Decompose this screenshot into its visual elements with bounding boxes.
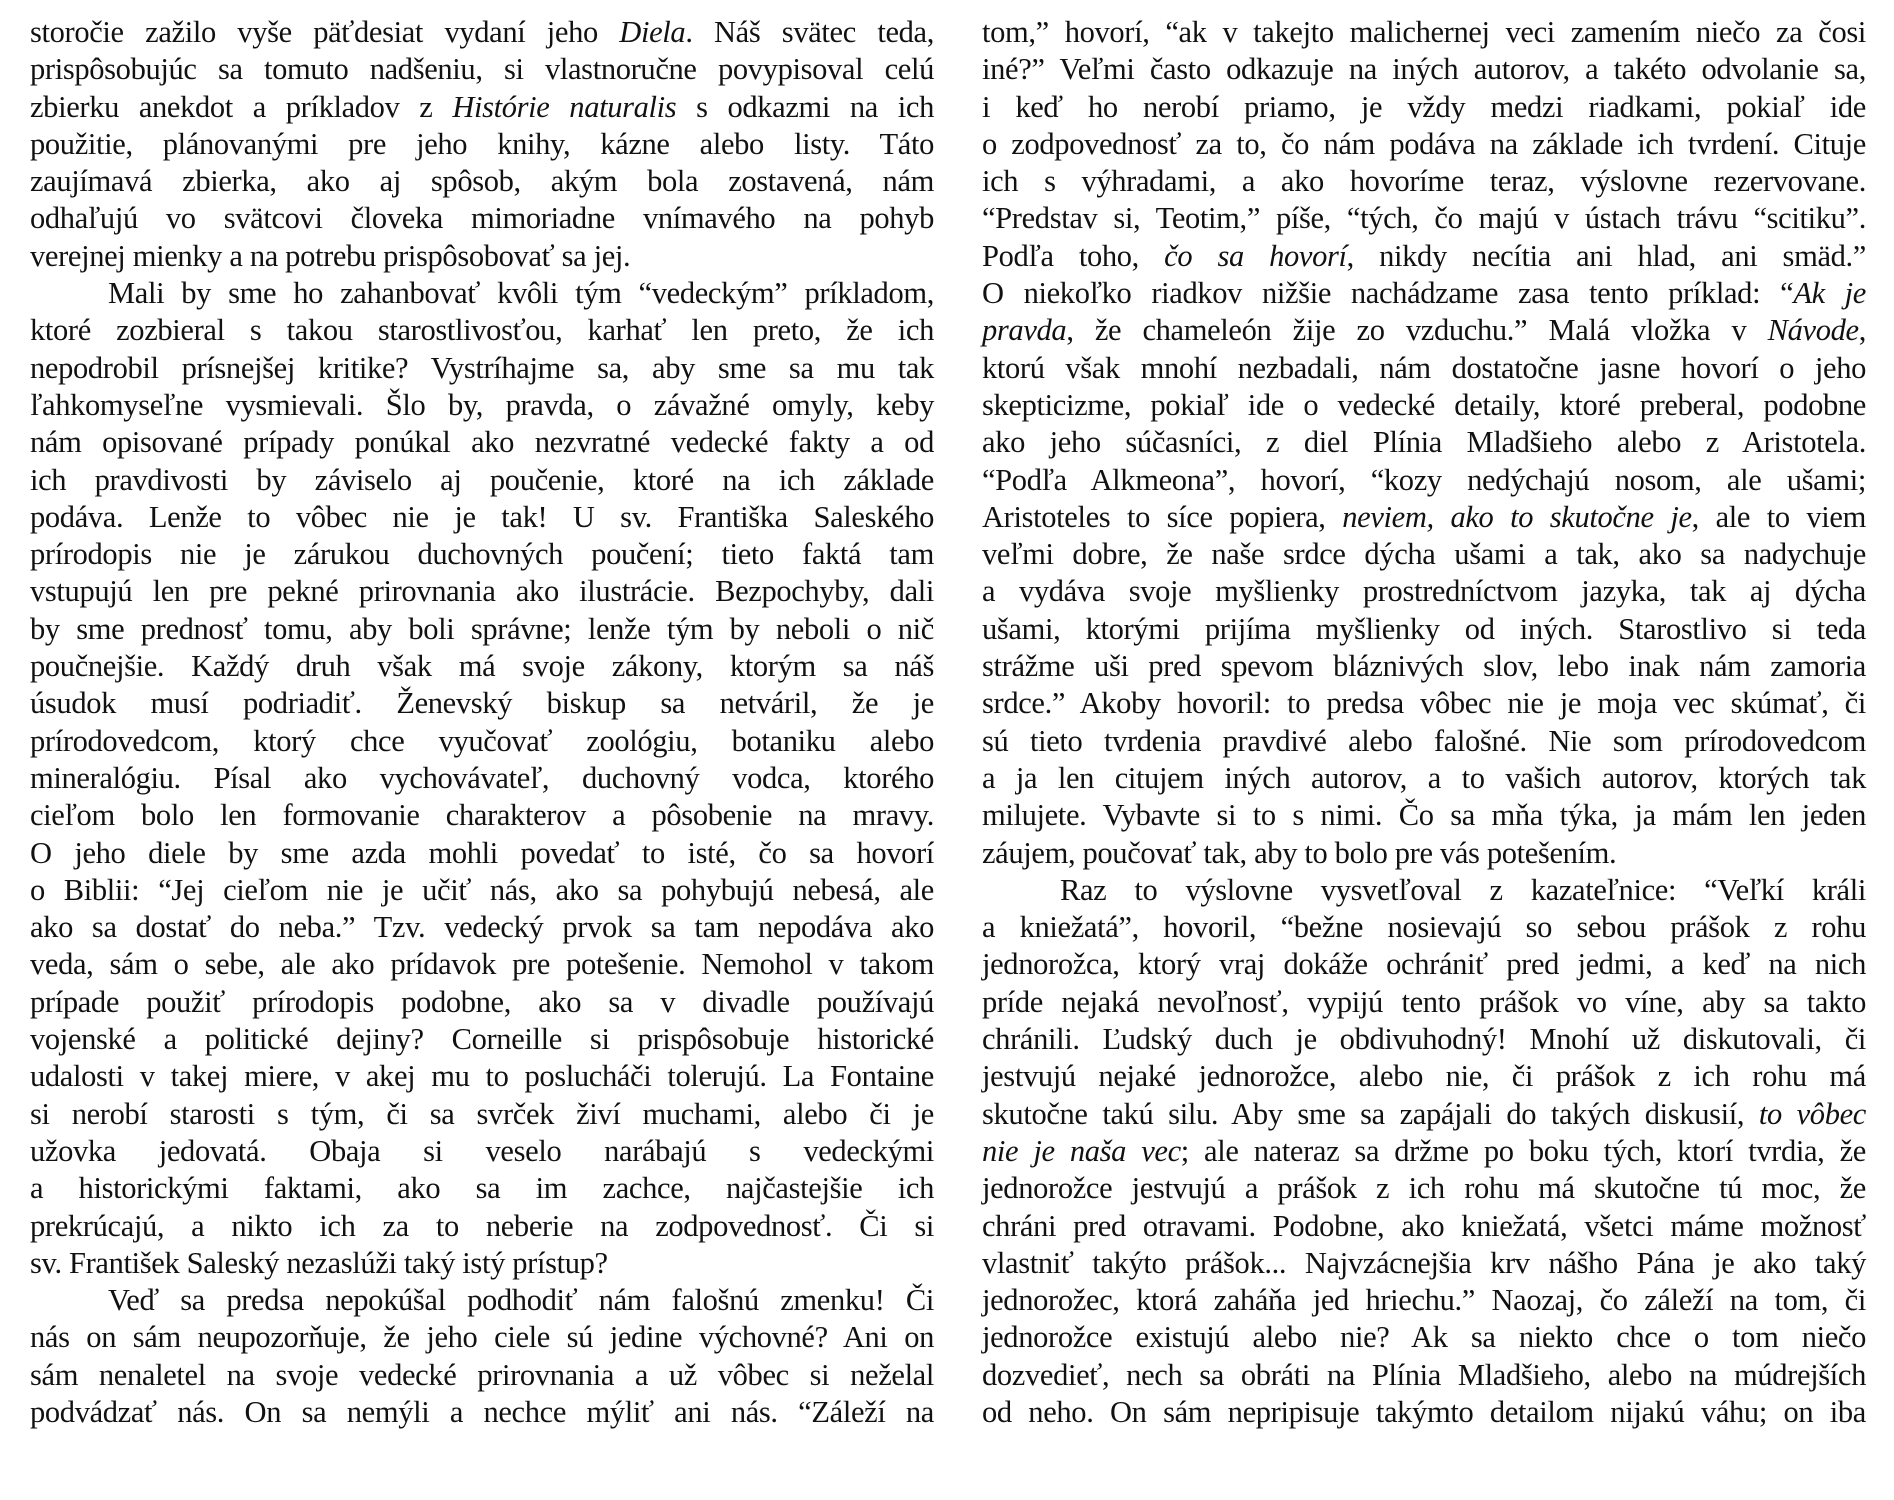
text-segment: si nerobí starosti s tým, či sa svrček živí muchami, alebo či je [30, 1096, 934, 1131]
text-line [30, 1096, 934, 1133]
text-segment: Podľa toho, [982, 238, 1165, 273]
text-line [30, 1245, 934, 1282]
text-line [982, 872, 1866, 909]
text-segment: veda, sám o sebe, ale ako prídavok pre potešenie. Nemohol v takom [30, 947, 934, 982]
text-segment: cieľom bolo len formovanie charakterov a pôsobenie na mravy. [30, 798, 934, 833]
italic-text-segment: pravda [982, 313, 1067, 348]
text-line [982, 685, 1866, 722]
text-segment: ušami, ktorými prijíma myšlienky od iných. Starostlivo si teda [982, 611, 1866, 646]
text-segment: prírodopis nie je zárukou duchovných poučení; tieto faktá tam [30, 537, 934, 572]
text-segment: , [1858, 313, 1866, 348]
text-segment: “Predstav si, Teotim,” píše, “tých, čo majú v ústach trávu “scitiku”. [982, 201, 1866, 236]
text-line [982, 835, 1866, 872]
text-segment: podáva. Lenže to vôbec nie je tak! U sv. Františka Saleského [30, 499, 934, 534]
text-line [30, 573, 934, 610]
italic-text-segment: Histórie naturalis [452, 89, 677, 124]
text-segment: ich pravdivosti by záviselo aj poučenie, ktoré na ich základe [30, 462, 934, 497]
text-segment: a ja len citujem iných autorov, a to vašich autorov, ktorých tak [982, 760, 1866, 795]
text-line [982, 499, 1866, 536]
text-line [982, 1319, 1866, 1356]
text-segment: jestvujú nejaké jednorožce, alebo nie, či prášok z ich rohu má [982, 1059, 1866, 1094]
text-line [982, 424, 1866, 461]
text-segment: ľahkomyseľne vysmievali. Šlo by, pravda, o závažné omyly, keby [30, 387, 934, 422]
text-segment: jednorožec, ktorá zaháňa jed hriechu.” Naozaj, čo záleží na tom, či [982, 1283, 1866, 1318]
italic-text-segment: Diela [619, 15, 686, 49]
text-line [30, 984, 934, 1021]
text-segment: i keď ho nerobí priamo, je vždy medzi riadkami, pokiaľ ide [982, 89, 1866, 124]
text-segment: a historickými faktami, ako sa im zachce, najčastejšie ich [30, 1171, 934, 1206]
left-text-column [30, 14, 934, 1431]
text-segment: ; ale nateraz sa držme po boku tých, ktorí tvrdia, že [1180, 1133, 1866, 1168]
text-segment: O jeho diele by sme azda mohli povedať to isté, čo sa hovorí [30, 835, 934, 870]
text-segment: ako jeho súčasníci, z diel Plínia Mladšieho alebo z Aristotela. [982, 425, 1866, 460]
text-line [982, 462, 1866, 499]
text-line [30, 797, 934, 834]
right-text-column [982, 14, 1866, 1431]
text-segment: nám opisované prípady ponúkal ako nezvratné vedecké fakty a od [30, 425, 934, 460]
text-line [982, 611, 1866, 648]
text-line [30, 499, 934, 536]
italic-text-segment: Návode [1767, 313, 1859, 348]
text-line [982, 387, 1866, 424]
text-line [982, 1282, 1866, 1319]
text-line [982, 1096, 1866, 1133]
text-line [30, 685, 934, 722]
text-line [982, 312, 1866, 349]
text-line [982, 1208, 1866, 1245]
text-segment: storočie zažilo vyše päťdesiat vydaní jeho [30, 15, 620, 49]
text-segment: záujem, poučovať tak, aby to bolo pre vás potešením. [982, 835, 1617, 870]
text-line [982, 51, 1866, 88]
text-line [982, 89, 1866, 126]
text-segment: strážme uši pred spevom bláznivých slov, lebo inak nám zamoria [982, 649, 1866, 684]
text-segment: Raz to výslovne vysvetľoval z kazateľnice: “Veľkí králi [1060, 872, 1866, 907]
text-line [30, 946, 934, 983]
text-segment: Aristoteles to síce popiera, [982, 499, 1343, 534]
text-line [982, 1245, 1866, 1282]
text-line [982, 163, 1866, 200]
text-segment: prípade použiť prírodopis podobne, ako sa v divadle používajú [30, 984, 934, 1019]
text-line [30, 1357, 934, 1394]
text-line [30, 835, 934, 872]
text-line [982, 275, 1866, 312]
text-segment: ktoré zozbieral s takou starostlivosťou, karhať len preto, že ich [30, 313, 934, 348]
text-segment: odhaľujú vo svätcovi človeka mimoriadne vnímavého na pohyb [30, 201, 934, 236]
text-line [982, 573, 1866, 610]
text-line [30, 350, 934, 387]
text-line [982, 200, 1866, 237]
text-segment: jednorožce jestvujú a prášok z ich rohu má skutočne tú moc, že [982, 1171, 1866, 1206]
text-segment: . Náš svätec teda, [685, 15, 934, 49]
text-line [30, 1394, 934, 1431]
text-line [30, 1133, 934, 1170]
text-line [30, 760, 934, 797]
text-line [982, 1133, 1866, 1170]
text-line [982, 1021, 1866, 1058]
text-segment: “Podľa Alkmeona”, hovorí, “kozy nedýchajú nosom, ale ušami; [982, 462, 1866, 497]
text-segment: tom,” hovorí, “ak v takejto malichernej veci zamením niečo za čosi [982, 15, 1866, 49]
text-segment: ich s výhradami, a ako hovoríme teraz, výslovne rezervovane. [982, 164, 1866, 199]
text-line [982, 760, 1866, 797]
text-segment: úsudok musí podriadiť. Ženevský biskup sa netváril, že je [30, 686, 934, 721]
text-line [30, 1319, 934, 1356]
text-segment: nás on sám neupozorňuje, že jeho ciele sú jedine výchovné? Ani on [30, 1320, 934, 1355]
text-segment: O niekoľko riadkov nižšie nachádzame zasa tento príklad: “ [982, 276, 1794, 311]
text-segment: prispôsobujúc sa tomuto nadšeniu, si vlastnoručne povypisoval celú [30, 52, 934, 87]
text-line [30, 909, 934, 946]
text-line [982, 238, 1866, 275]
italic-text-segment: nie je naša vec [982, 1133, 1181, 1168]
text-segment: s odkazmi na ich [676, 89, 934, 124]
text-segment: skutočne takú silu. Aby sme sa zapájali do takých diskusií, [982, 1096, 1759, 1131]
text-segment: , že chameleón žije zo vzduchu.” Malá vložka v [1066, 313, 1768, 348]
text-segment: Mali by sme ho zahanbovať kvôli tým “vedeckým” príkladom, [108, 276, 934, 311]
text-segment: a vydáva svoje myšlienky prostredníctvom jazyka, tak aj dýcha [982, 574, 1866, 609]
text-segment: ako sa dostať do neba.” Tzv. vedecký prvok sa tam nepodáva ako [30, 910, 934, 945]
text-line [982, 536, 1866, 573]
text-segment: zaujímavá zbierka, ako aj spôsob, akým bola zostavená, nám [30, 164, 934, 199]
text-segment: sám nenaletel na svoje vedecké prirovnania a už vôbec si neželal [30, 1357, 934, 1392]
text-line [30, 872, 934, 909]
text-segment: iné?” Veľmi často odkazuje na iných autorov, a takéto odvolanie sa, [982, 52, 1866, 87]
text-line [30, 648, 934, 685]
text-segment: dozvedieť, nech sa obráti na Plínia Mladšieho, alebo na múdrejších [982, 1357, 1866, 1392]
text-line [982, 350, 1866, 387]
text-segment: sú tieto tvrdenia pravdivé alebo falošné. Nie som prírodovedcom [982, 723, 1866, 758]
text-segment: zbierku anekdot a príkladov z [30, 89, 453, 124]
text-line [30, 1170, 934, 1207]
text-segment: prekrúcajú, a nikto ich za to neberie na zodpovednosť. Či si [30, 1208, 934, 1243]
text-segment: chránili. Ľudský duch je obdivuhodný! Mnohí už diskutovali, či [982, 1022, 1866, 1057]
text-segment: skepticizme, pokiaľ ide o vedecké detaily, ktoré preberal, podobne [982, 387, 1866, 422]
text-segment: udalosti v takej miere, v akej mu to poslucháči tolerujú. La Fontaine [30, 1059, 934, 1094]
text-line [30, 14, 934, 51]
text-segment: použitie, plánovanými pre jeho knihy, kázne alebo listy. Táto [30, 126, 934, 161]
text-segment: príde nejaká nevoľnosť, vypijú tento prášok vo víne, aby sa takto [982, 984, 1866, 1019]
text-segment: veľmi dobre, že naše srdce dýcha ušami a tak, ako sa nadychuje [982, 537, 1866, 572]
text-segment: mineralógiu. Písal ako vychovávateľ, duchovný vodca, ktorého [30, 760, 934, 795]
text-segment: vlastniť takýto prášok... Najvzácnejšia krv nášho Pána je ako taký [982, 1245, 1866, 1280]
text-segment: jednorožce existujú alebo nie? Ak sa niekto chce o tom niečo [982, 1320, 1866, 1355]
text-line [30, 723, 934, 760]
text-line [982, 1357, 1866, 1394]
text-segment: od neho. On sám nepripisuje takýmto detailom nijakú váhu; on iba [982, 1394, 1866, 1429]
text-line [30, 387, 934, 424]
text-line [982, 1394, 1866, 1431]
text-segment: o Biblii: “Jej cieľom nie je učiť nás, ako sa pohybujú nebesá, ale [30, 872, 934, 907]
text-segment: srdce.” Akoby hovoril: to predsa vôbec nie je moja vec skúmať, či [982, 686, 1866, 721]
text-line [982, 1170, 1866, 1207]
italic-text-segment: čo sa hovorí [1164, 238, 1347, 273]
text-segment: verejnej mienky a na potrebu prispôsobovať sa jej. [30, 238, 631, 273]
text-segment: sv. František Saleský nezaslúži taký istý prístup? [30, 1245, 608, 1280]
text-line [30, 163, 934, 200]
text-segment: a kniežatá”, hovoril, “bežne nosievajú so sebou prášok z rohu [982, 910, 1866, 945]
text-segment: , nikdy necítia ani hlad, ani smäd.” [1346, 238, 1866, 273]
text-segment: podvádzať nás. On sa nemýli a nechce mýliť ani nás. “Záleží na [30, 1394, 934, 1429]
text-line [982, 126, 1866, 163]
text-line [30, 1021, 934, 1058]
text-line [982, 648, 1866, 685]
text-line [30, 126, 934, 163]
text-segment: chráni pred otravami. Podobne, ako kniežatá, všetci máme možnosť [982, 1208, 1866, 1243]
text-line [30, 200, 934, 237]
text-segment: , ale to viem [1691, 499, 1866, 534]
text-segment: by sme prednosť tomu, aby boli správne; lenže tým by neboli o nič [30, 611, 934, 646]
text-line [30, 536, 934, 573]
text-line [30, 1058, 934, 1095]
text-line [982, 946, 1866, 983]
text-line [30, 89, 934, 126]
text-line [982, 984, 1866, 1021]
text-line [982, 1058, 1866, 1095]
text-line [982, 723, 1866, 760]
text-line [30, 611, 934, 648]
text-segment: nepodrobil prísnejšej kritike? Vystríhajme sa, aby sme sa mu tak [30, 350, 934, 385]
text-line [30, 312, 934, 349]
text-segment: prírodovedcom, ktorý chce vyučovať zoológiu, botaniku alebo [30, 723, 934, 758]
text-segment: ktorú však mnohí nezbadali, nám dostatočne jasne hovorí o jeho [982, 350, 1866, 385]
text-segment: o zodpovednosť za to, čo nám podáva na základe ich tvrdení. Cituje [982, 126, 1866, 161]
text-line [982, 797, 1866, 834]
text-segment: poučnejšie. Každý druh však má svoje zákony, ktorým sa náš [30, 649, 934, 684]
italic-text-segment: Ak je [1793, 276, 1866, 311]
text-segment: vojenské a politické dejiny? Corneille si prispôsobuje historické [30, 1022, 934, 1057]
italic-text-segment: neviem, ako to skutočne je [1342, 499, 1692, 534]
text-segment: užovka jedovatá. Obaja si veselo narábajú s vedeckými [30, 1133, 934, 1168]
text-line [982, 14, 1866, 51]
text-line [30, 462, 934, 499]
text-segment: Veď sa predsa nepokúšal podhodiť nám falošnú zmenku! Či [108, 1283, 934, 1318]
text-line [30, 1282, 934, 1319]
text-segment: jednorožca, ktorý vraj dokáže ochrániť pred jedmi, a keď na nich [982, 947, 1866, 982]
text-line [30, 424, 934, 461]
text-line [30, 275, 934, 312]
text-line [30, 1208, 934, 1245]
text-segment: milujete. Vybavte si to s nimi. Čo sa mňa týka, ja mám len jeden [982, 798, 1866, 833]
italic-text-segment: to vôbec [1758, 1096, 1866, 1131]
text-line [982, 909, 1866, 946]
text-line [30, 238, 934, 275]
text-segment: vstupujú len pre pekné prirovnania ako ilustrácie. Bezpochyby, dali [30, 574, 934, 609]
text-line [30, 51, 934, 88]
